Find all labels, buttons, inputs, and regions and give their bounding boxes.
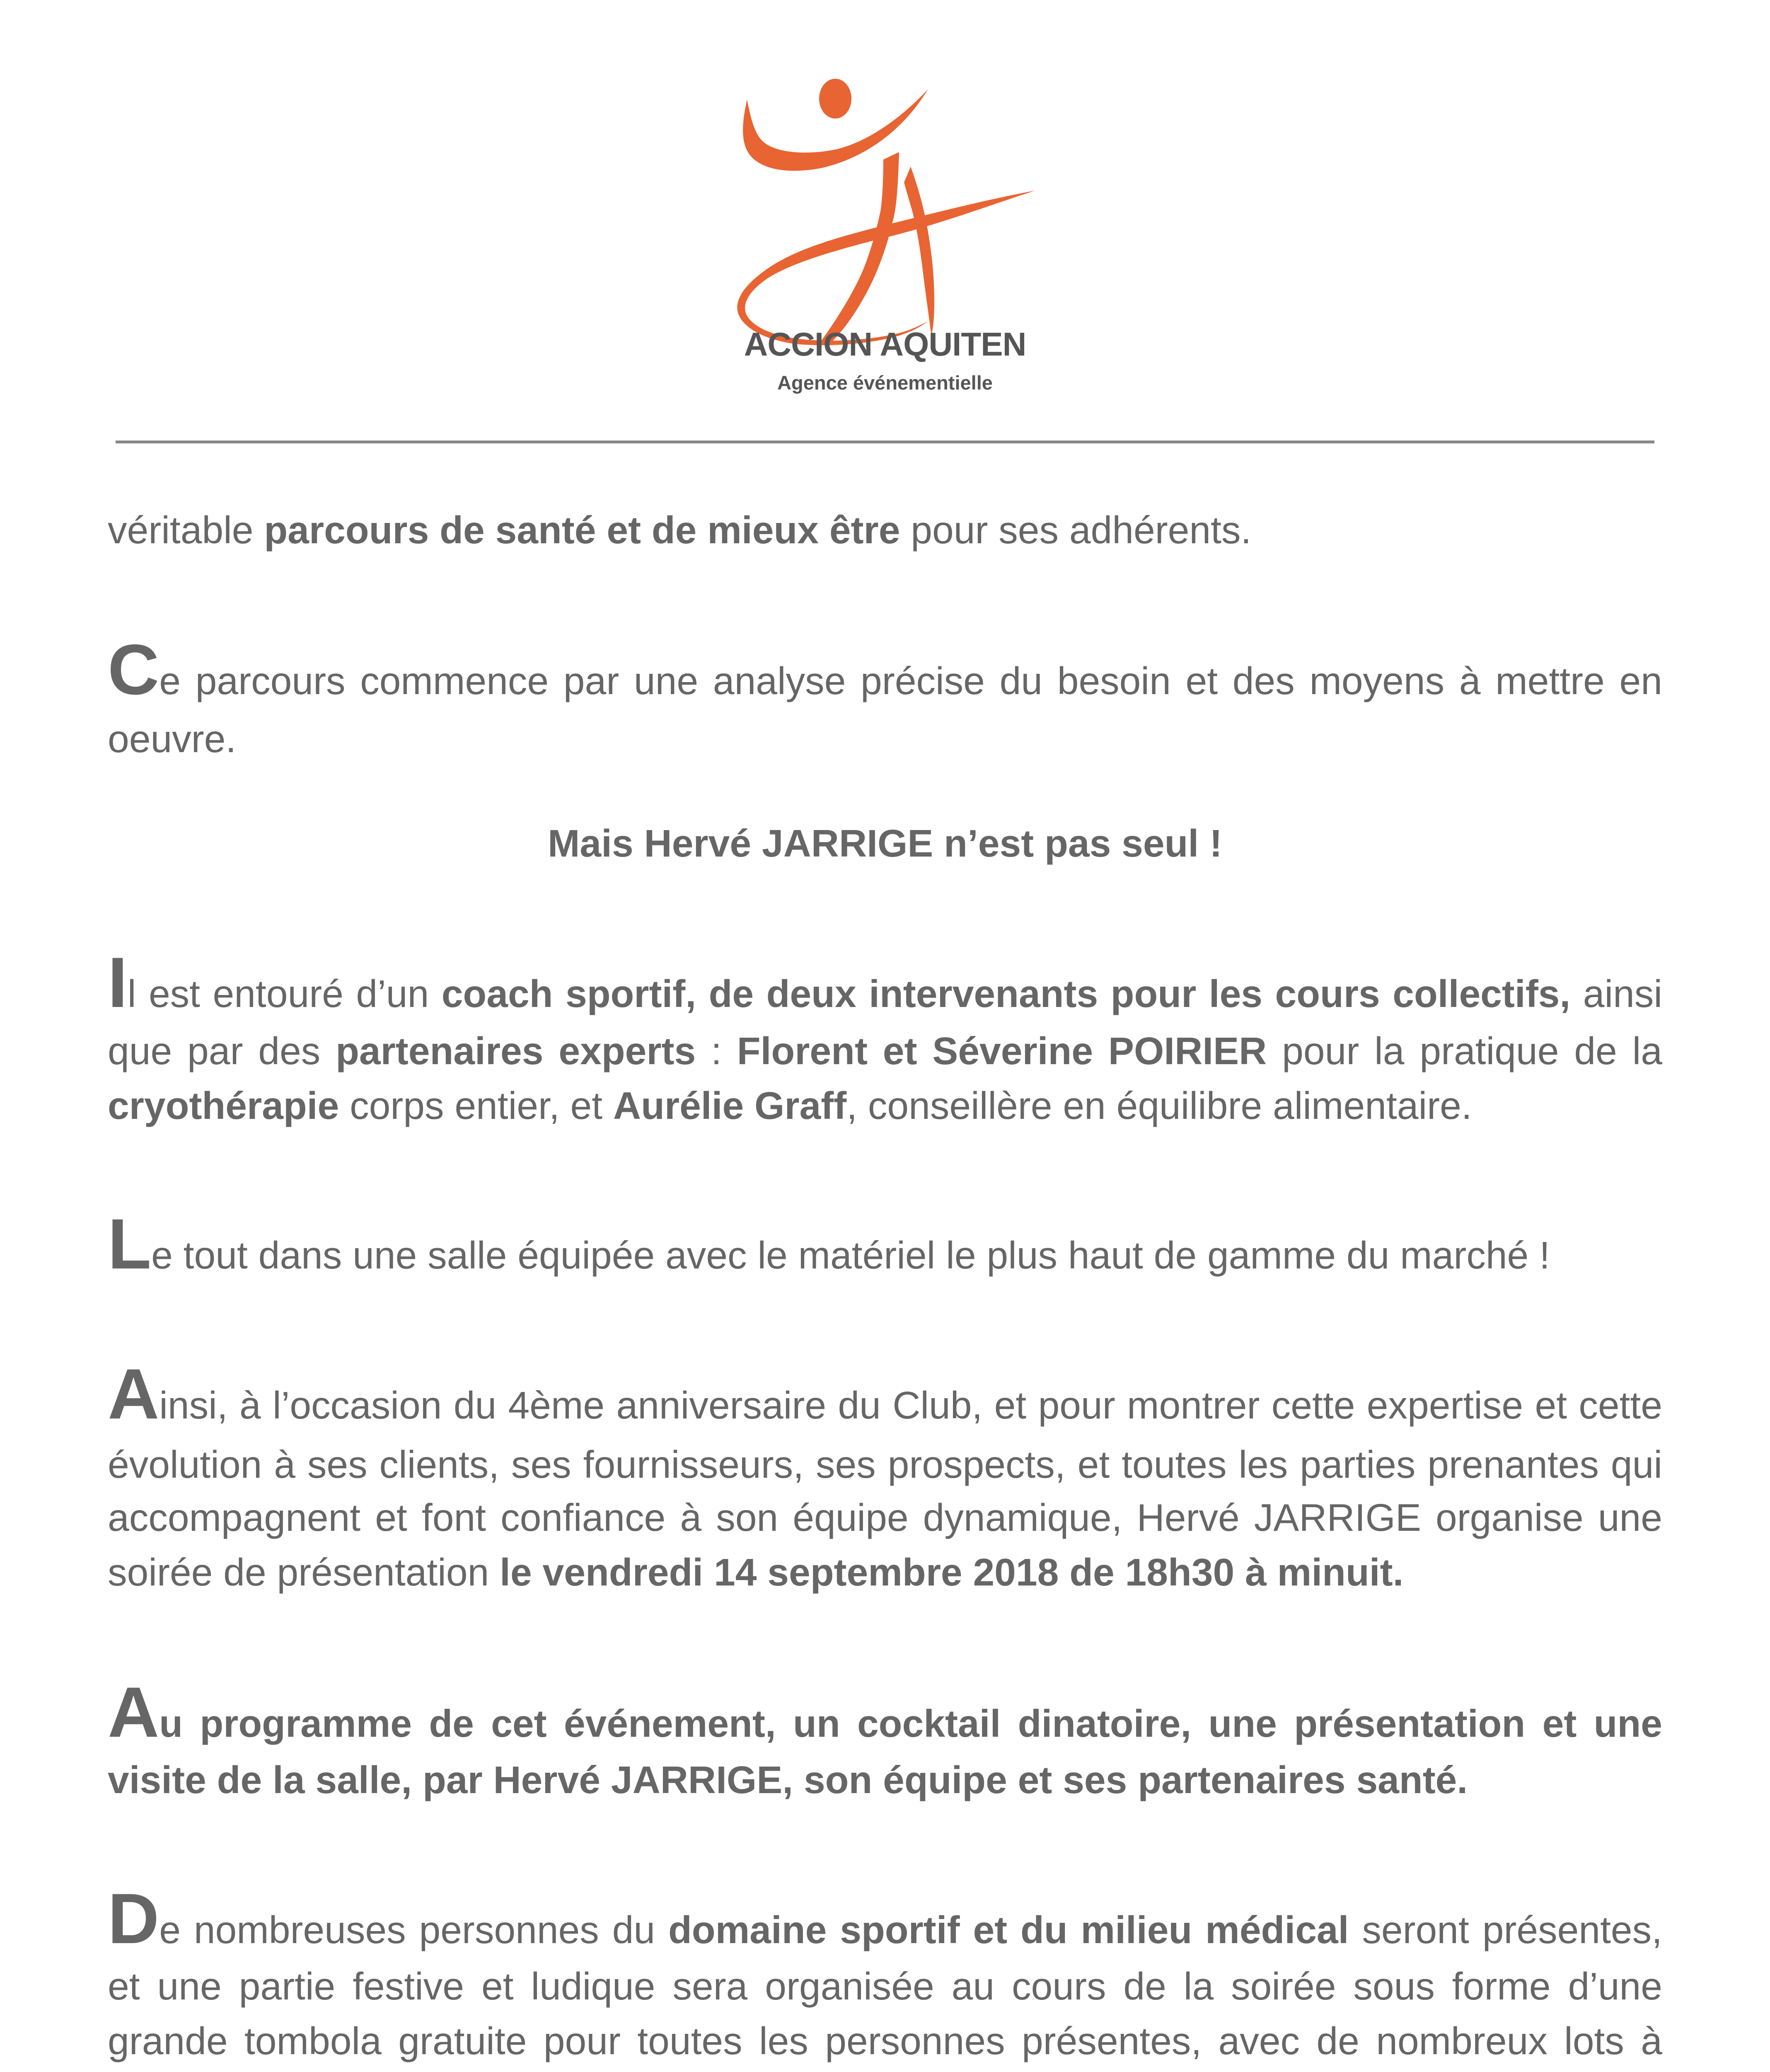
text: et une partie festive et ludique sera organisée au cours de la soirée sous forme d’une [108, 1965, 1662, 2008]
paragraph-line [108, 1354, 1662, 1434]
text: e tout dans une salle équipée avec le matériel le plus haut de gamme du marché ! [151, 1234, 1550, 1277]
paragraph-line [108, 943, 1663, 1022]
paragraph-line [108, 630, 1662, 709]
paragraph-line [108, 2012, 1662, 2070]
brand-logo-icon [733, 79, 1042, 369]
paragraph-line [108, 1751, 1662, 1809]
drop-cap: L [108, 1204, 152, 1284]
text: : [696, 1029, 737, 1072]
text: oeuvre. [108, 717, 237, 760]
text: ainsi [1570, 972, 1663, 1015]
paragraph-line [108, 1543, 1662, 1601]
drop-cap: A [108, 1673, 160, 1752]
paragraph-line [108, 1435, 1662, 1493]
text: e nombreuses personnes du [159, 1908, 668, 1951]
emphasis-text: parcours de santé et de mieux être [264, 508, 900, 552]
text: véritable [108, 508, 264, 552]
text: pour la pratique de la [1267, 1029, 1662, 1072]
emphasis-text: partenaires experts [336, 1029, 696, 1072]
drop-cap: C [108, 630, 160, 709]
text: accompagnent et font confiance à son équipe dynamique, Hervé JARRIGE organise une [108, 1496, 1662, 1539]
emphasis-text: coach sportif, de deux intervenants pour les cours collectifs, [441, 972, 1571, 1015]
brand-tagline: Agence événementielle [777, 372, 993, 394]
text: pour ses adhérents. [900, 508, 1252, 552]
emphasis-text: u programme de cet événement, un cocktail dinatoire, une présentation et une [159, 1702, 1662, 1745]
text: seront présentes, [1349, 1908, 1662, 1951]
drop-cap: A [108, 1354, 160, 1434]
emphasis-text: visite de la salle, par Hervé JARRIGE, son équipe et ses partenaires santé. [108, 1758, 1468, 1801]
paragraph-line [108, 1673, 1662, 1752]
paragraph-line [108, 2067, 1662, 2072]
paragraph-line [108, 1957, 1662, 2015]
text: insi, à l’occasion du 4ème anniversaire du Club, et pour montrer cette expertise et cette [159, 1384, 1662, 1427]
emphasis-text: domaine sportif et du milieu médical [668, 1908, 1349, 1951]
paragraph-line [108, 1489, 1662, 1547]
section-heading: Mais Hervé JARRIGE n’est pas seul ! [547, 822, 1223, 865]
paragraph-line [108, 1022, 1662, 1080]
emphasis-text: Aurélie Graff [613, 1084, 847, 1127]
paragraph-line [108, 501, 1662, 559]
text: , conseillère en équilibre alimentaire. [846, 1084, 1472, 1127]
paragraph-line [108, 1204, 1662, 1284]
drop-cap: I [108, 943, 128, 1022]
text: que par des [108, 1029, 336, 1072]
paragraph-line [108, 710, 1662, 768]
paragraph-line [108, 1077, 1662, 1135]
text: corps entier, et [339, 1084, 613, 1127]
emphasis-text: Florent et Séverine POIRIER [737, 1029, 1267, 1072]
drop-cap: D [108, 1879, 160, 1958]
brand-name: ACCION AQUITEN [744, 326, 1026, 363]
emphasis-text: cryothérapie [108, 1084, 339, 1127]
logo-right-leg [904, 167, 934, 336]
paragraph-line [108, 1879, 1662, 1958]
logo-head [819, 79, 851, 119]
text: soirée de présentation [108, 1551, 500, 1594]
text: grande tombola gratuite pour toutes les personnes présentes, avec de nombreux lots à [108, 2019, 1662, 2062]
event-date: le vendredi 14 septembre 2018 de 18h30 à minuit. [500, 1551, 1404, 1594]
header-divider [116, 441, 1654, 443]
text: l est entouré d’un [127, 972, 442, 1015]
text: e parcours commence par une analyse précise du besoin et des moyens à mettre en [159, 659, 1662, 702]
text: évolution à ses clients, ses fournisseurs, ses prospects, et toutes les parties prenantes qui [108, 1443, 1662, 1486]
